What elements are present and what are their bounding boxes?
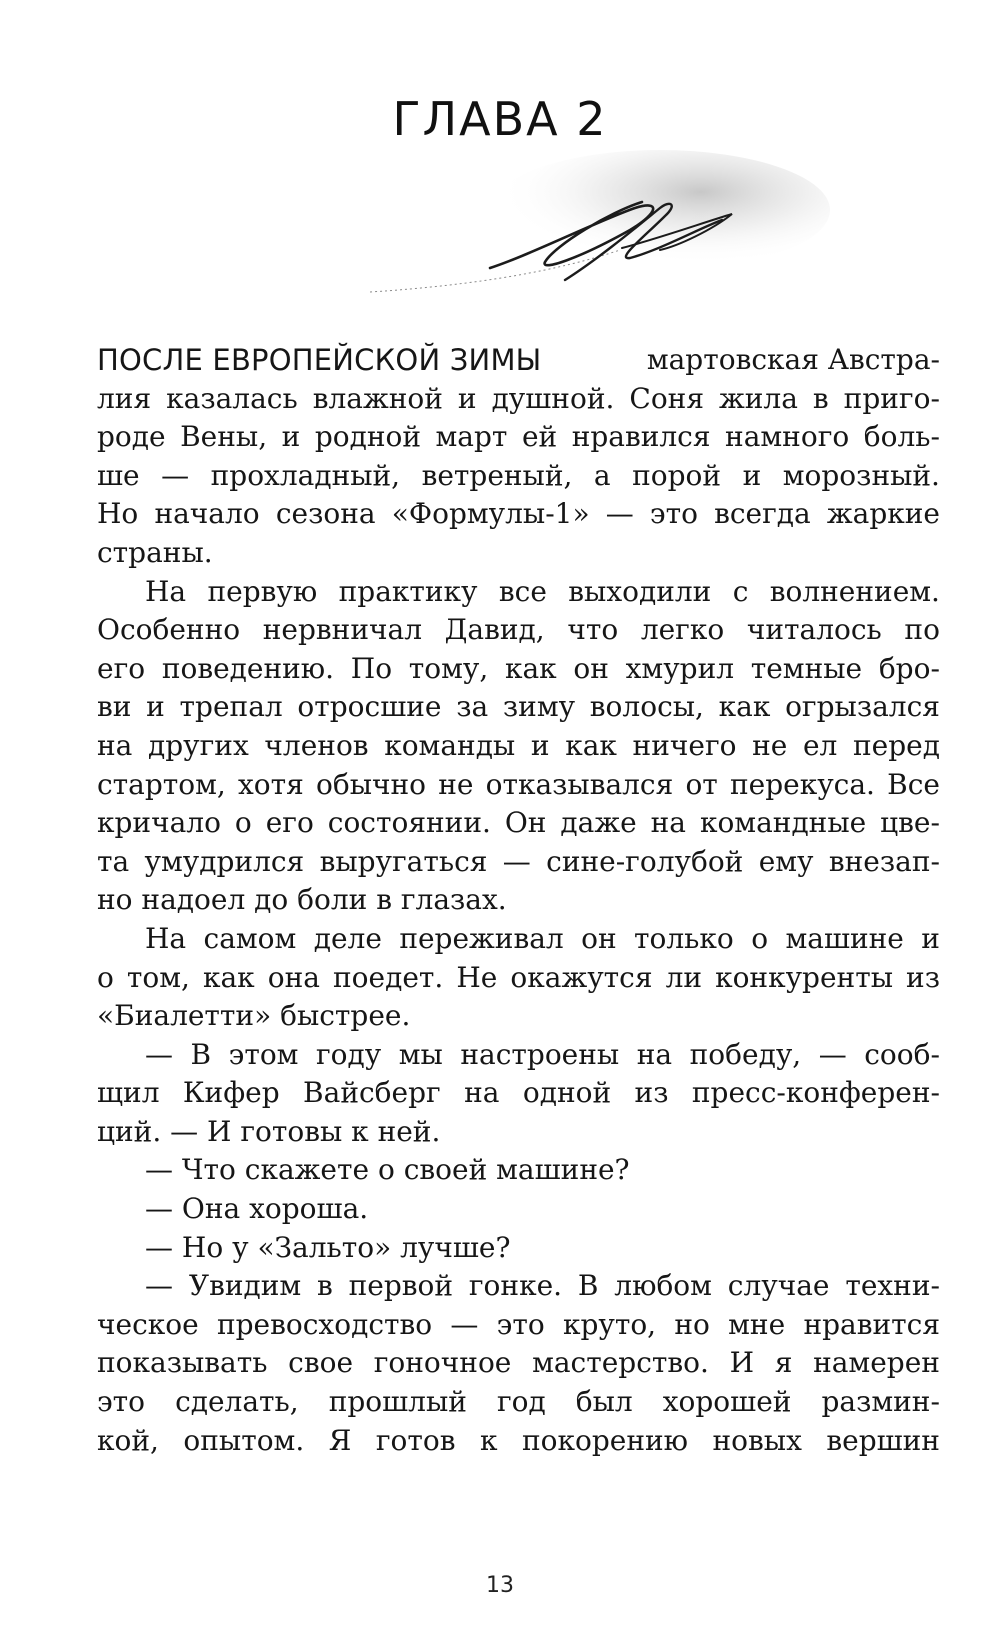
- text-line: [97, 418, 940, 457]
- word: морозный.: [782, 458, 940, 492]
- word: порой: [632, 458, 722, 492]
- word: волнением.: [769, 574, 940, 608]
- word: на: [650, 806, 686, 840]
- word: хотя: [238, 767, 304, 801]
- word: темные: [750, 651, 863, 685]
- word: хорошей: [662, 1385, 792, 1419]
- word: казалась: [166, 381, 298, 415]
- word: это: [97, 1385, 146, 1419]
- word: отказывался: [485, 767, 674, 801]
- word: как: [202, 960, 255, 994]
- word: круто,: [562, 1307, 657, 1341]
- word: отросшие: [297, 690, 442, 724]
- text-line-content: но надоел до боли в глазах.: [97, 883, 507, 917]
- text-line-content: [97, 766, 940, 805]
- word: трепал: [179, 690, 283, 724]
- page-number: 13: [486, 1573, 514, 1598]
- word: за: [456, 690, 489, 724]
- word: обычно: [315, 767, 427, 801]
- word: опытом.: [183, 1423, 305, 1457]
- word: сделать,: [175, 1385, 299, 1419]
- word: от: [685, 767, 718, 801]
- word: зиму: [502, 690, 576, 724]
- text-line: [97, 495, 940, 534]
- word: кричало: [97, 806, 221, 840]
- word: и: [921, 921, 940, 955]
- word: ветреный,: [421, 458, 573, 492]
- text-line: [97, 1113, 940, 1152]
- word: На: [145, 921, 187, 955]
- text-line-content: [97, 1306, 940, 1345]
- text-line-content: [97, 1422, 940, 1461]
- word: деле: [313, 921, 382, 955]
- word: Я: [328, 1423, 352, 1457]
- word: превосходство: [216, 1307, 433, 1341]
- word: тому,: [408, 651, 489, 685]
- word: мастерство.: [532, 1346, 709, 1380]
- word: что: [567, 613, 619, 647]
- word: команды: [384, 728, 516, 762]
- word: внезап-: [828, 844, 940, 878]
- word: самом: [203, 921, 297, 955]
- word: она: [267, 960, 320, 994]
- word: нравится: [803, 1307, 940, 1341]
- word: ничего: [632, 728, 737, 762]
- word: приго-: [843, 381, 940, 415]
- word: и: [457, 381, 477, 415]
- word: сине-голубой: [546, 844, 744, 878]
- chapter-flourish-ornament: [360, 150, 830, 320]
- chapter-title: ГЛАВА 2: [392, 92, 608, 146]
- text-line: [97, 573, 940, 612]
- word: мы: [398, 1037, 443, 1071]
- ink-spray: [490, 150, 830, 270]
- word: —: [502, 844, 531, 878]
- word: март: [435, 420, 508, 454]
- text-line-content: «Биалетти» быстрее.: [97, 999, 411, 1033]
- text-line: [97, 1344, 940, 1383]
- word: По: [350, 651, 393, 685]
- word: к: [479, 1423, 498, 1457]
- text-line-content: [97, 843, 940, 882]
- text-line-content: страны.: [97, 535, 213, 569]
- text-line-content: [145, 1036, 940, 1075]
- word: конкуренты: [715, 960, 893, 994]
- word: победу,: [689, 1037, 802, 1071]
- text-line: [97, 611, 940, 650]
- text-line: [97, 1036, 940, 1075]
- chapter-body: [97, 341, 940, 1460]
- word: читалось: [746, 613, 882, 647]
- word: ше: [97, 458, 140, 492]
- text-line: [97, 1306, 940, 1345]
- text-line-content: мартовская Австра-: [646, 343, 940, 376]
- text-line-content: [97, 650, 940, 689]
- word: перекуса.: [729, 767, 875, 801]
- text-line: [97, 534, 940, 573]
- word: легко: [640, 613, 725, 647]
- word: из: [634, 1076, 669, 1110]
- word: ему: [758, 844, 814, 878]
- text-line: [97, 1151, 940, 1190]
- word: случае: [727, 1269, 830, 1303]
- word: окажутся: [510, 960, 653, 994]
- word: и: [742, 458, 762, 492]
- word: это: [649, 497, 698, 531]
- word: Не: [456, 960, 498, 994]
- word: а: [593, 458, 611, 492]
- word: Увидим: [188, 1269, 302, 1303]
- word: с: [732, 574, 749, 608]
- word: любом: [614, 1269, 712, 1303]
- text-line-content: ций. — И готовы к ней.: [97, 1114, 441, 1148]
- word: и: [530, 728, 550, 762]
- word: переживал: [399, 921, 564, 955]
- text-line: [97, 1229, 940, 1268]
- word: Особенно: [97, 613, 241, 647]
- text-line-content: [97, 688, 940, 727]
- text-line-content: [145, 920, 940, 959]
- word: ел: [802, 728, 838, 762]
- word: о: [751, 921, 769, 955]
- word: И: [729, 1346, 755, 1380]
- word: настроены: [460, 1037, 620, 1071]
- word: в: [317, 1269, 333, 1303]
- word: —: [161, 458, 190, 492]
- word: В: [190, 1037, 212, 1071]
- word: техни-: [845, 1269, 940, 1303]
- word: и: [281, 420, 301, 454]
- word: жаркие: [826, 497, 940, 531]
- word: нравился: [571, 420, 711, 454]
- text-line-content: [97, 611, 940, 650]
- text-line: [97, 804, 940, 843]
- word: он: [573, 651, 609, 685]
- word: «Формулы-1»: [391, 497, 590, 531]
- word: свое: [288, 1346, 354, 1380]
- word: и: [146, 690, 165, 724]
- text-line: [97, 920, 940, 959]
- word: всегда: [714, 497, 811, 531]
- text-line: [97, 881, 940, 920]
- word: членов: [264, 728, 369, 762]
- word: намного: [725, 420, 850, 454]
- word: мне: [728, 1307, 786, 1341]
- word: —: [818, 1037, 847, 1071]
- word: огрызался: [785, 690, 940, 724]
- word: —: [145, 1037, 173, 1071]
- word: как: [504, 651, 557, 685]
- word: год: [496, 1385, 546, 1419]
- text-line: [97, 1190, 940, 1229]
- word: цве-: [880, 806, 940, 840]
- word: ви: [97, 690, 132, 724]
- word: готов: [375, 1423, 456, 1457]
- text-line: [97, 843, 940, 882]
- word: душной.: [491, 381, 615, 415]
- word: не: [752, 728, 788, 762]
- word: его: [97, 651, 146, 685]
- word: покорению: [521, 1423, 689, 1457]
- word: на: [636, 1037, 673, 1071]
- text-line: [97, 1383, 940, 1422]
- chapter-lead-in: ПОСЛЕ ЕВРОПЕЙСКОЙ ЗИМЫ: [97, 343, 542, 377]
- word: кой,: [97, 1423, 159, 1457]
- word: хмурил: [625, 651, 735, 685]
- word: первую: [207, 574, 318, 608]
- word: но: [674, 1307, 710, 1341]
- word: поедет.: [333, 960, 444, 994]
- word: размин-: [821, 1385, 940, 1419]
- word: —: [145, 1269, 173, 1303]
- word: ей: [521, 420, 558, 454]
- text-line: [97, 997, 940, 1036]
- word: выругаться: [319, 844, 488, 878]
- word: прошлый: [328, 1385, 467, 1419]
- word: —: [450, 1307, 479, 1341]
- text-line: [97, 727, 940, 766]
- word: практику: [338, 574, 478, 608]
- word: пресс-конферен-: [691, 1076, 940, 1110]
- word: родной: [314, 420, 422, 454]
- word: новых: [712, 1423, 802, 1457]
- text-line-content: — Что скажете о своей машине?: [145, 1153, 630, 1187]
- text-line: [97, 1074, 940, 1113]
- text-line-content: [97, 804, 940, 843]
- word: лия: [97, 381, 152, 415]
- word: гоночное: [373, 1346, 512, 1380]
- word: перед: [852, 728, 940, 762]
- word: был: [575, 1385, 633, 1419]
- word: нервничал: [262, 613, 422, 647]
- word: показывать: [97, 1346, 268, 1380]
- text-line-content: [97, 418, 940, 457]
- word: все: [498, 574, 547, 608]
- word: Вайсберг: [303, 1076, 441, 1110]
- word: сооб-: [864, 1037, 940, 1071]
- word: Вены,: [180, 420, 268, 454]
- word: году: [315, 1037, 382, 1071]
- text-line: [97, 457, 940, 496]
- word: намерен: [813, 1346, 940, 1380]
- word: —: [605, 497, 634, 531]
- word: гонке.: [468, 1269, 563, 1303]
- text-line: [97, 341, 940, 380]
- word: вершин: [826, 1423, 940, 1457]
- word: поведению.: [161, 651, 335, 685]
- word: других: [148, 728, 249, 762]
- word: Давид,: [444, 613, 545, 647]
- word: командные: [699, 806, 867, 840]
- word: состоянии.: [327, 806, 491, 840]
- word: этом: [228, 1037, 299, 1071]
- text-line-content: [97, 495, 940, 534]
- text-line-content: [97, 1383, 940, 1422]
- text-line-content: [97, 380, 940, 419]
- word: Но: [97, 497, 139, 531]
- word: В: [577, 1269, 599, 1303]
- word: волосы,: [589, 690, 704, 724]
- text-line-content: [97, 959, 940, 998]
- text-line: [97, 1422, 940, 1461]
- text-line-content: [97, 457, 940, 496]
- word: ли: [665, 960, 703, 994]
- text-line: [97, 959, 940, 998]
- text-line: [97, 380, 940, 419]
- word: Все: [887, 767, 940, 801]
- text-line-content: — Но у «Зальто» лучше?: [145, 1230, 511, 1264]
- word: как: [718, 690, 771, 724]
- word: по: [904, 613, 940, 647]
- word: том,: [126, 960, 190, 994]
- word: та: [97, 844, 130, 878]
- word: я: [774, 1346, 793, 1380]
- word: не: [438, 767, 474, 801]
- word: На: [145, 574, 187, 608]
- word: влажной: [312, 381, 443, 415]
- text-line-content: — Она хороша.: [145, 1192, 369, 1226]
- text-line-content: [97, 1344, 940, 1383]
- word: начало: [154, 497, 260, 531]
- word: он: [581, 921, 617, 955]
- word: на: [97, 728, 133, 762]
- text-line: [97, 688, 940, 727]
- word: ческое: [97, 1307, 199, 1341]
- word: щил: [97, 1076, 160, 1110]
- word: о: [234, 806, 252, 840]
- word: о: [97, 960, 114, 994]
- word: умудрился: [144, 844, 305, 878]
- text-line-content: [145, 573, 940, 612]
- word: боль-: [863, 420, 940, 454]
- word: даже: [560, 806, 637, 840]
- word: прохладный,: [210, 458, 401, 492]
- word: выходили: [568, 574, 712, 608]
- word: первой: [348, 1269, 454, 1303]
- word: только: [634, 921, 734, 955]
- word: роде: [97, 420, 166, 454]
- text-line-content: [97, 727, 940, 766]
- word: сезона: [275, 497, 376, 531]
- word: на: [464, 1076, 500, 1110]
- word: машине: [785, 921, 904, 955]
- word: бро-: [878, 651, 940, 685]
- text-line-content: [145, 1267, 940, 1306]
- text-line: [97, 1267, 940, 1306]
- text-line: [97, 650, 940, 689]
- word: одной: [522, 1076, 612, 1110]
- word: Соня: [629, 381, 704, 415]
- word: из: [906, 960, 940, 994]
- word: в: [812, 381, 829, 415]
- word: стартом,: [97, 767, 226, 801]
- text-line: [97, 766, 940, 805]
- word: его: [265, 806, 314, 840]
- word: это: [496, 1307, 545, 1341]
- word: как: [565, 728, 617, 762]
- text-line-content: [97, 1074, 940, 1113]
- word: Кифер: [182, 1076, 280, 1110]
- word: жила: [719, 381, 798, 415]
- word: Он: [504, 806, 547, 840]
